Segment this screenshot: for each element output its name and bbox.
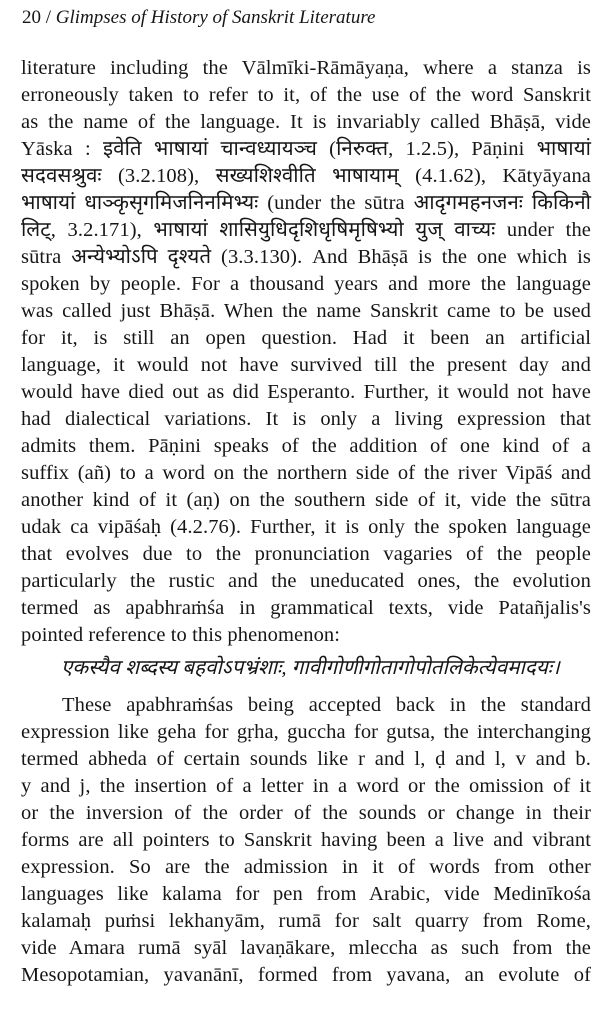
text-line: These apabhraṁśas being accepted back in the standard (62, 694, 591, 716)
text-line: or the inversion of the order of the sounds or change in their (21, 802, 591, 824)
text-line: had dialectical variations. It is only a living expression that (21, 408, 591, 430)
text-line: admits them. Pāṇini speaks of the addition of one kind of a (21, 435, 591, 457)
text-line: kalamaḥ puṁsi lekhanyām, rumā for salt quarry from Rome, (21, 910, 591, 932)
text-line: सदवसश्रुवः (3.2.108), सख्यशिश्वीति भाषायाम् (4.1.62), Kātyāyana (21, 165, 591, 187)
text-line: as the name of the language. It is invariably called Bhāṣā, vide (21, 111, 591, 133)
text-line: sūtra अन्येभ्योऽपि दृश्यते (3.3.130). And Bhāṣā is the one which is (21, 246, 591, 268)
text-line: Mesopotamian, yavanānī, formed from yavana, an evolute of (21, 964, 591, 986)
text-line: लिट्, 3.2.171), भाषायां शासियुधिदृशिधृषिमृषिभ्यो युज् वाच्यः under the (21, 219, 591, 241)
text-line: languages like kalama for pen from Arabic, vide Medinīkośa (21, 883, 591, 905)
text-line: for it, is still an open question. Had it been an artificial (21, 327, 591, 349)
page-number: 20 / (22, 7, 52, 28)
text-line: particularly the rustic and the uneducated ones, the evolution (21, 570, 591, 592)
text-line: expression. So are the admission in it of words from other (21, 856, 591, 878)
text-line: vide Amara rumā syāl lavaṇākare, mleccha as such from the (21, 937, 591, 959)
sanskrit-quotation: एकस्यैव शब्दस्य बहवोऽपभ्रंशाः, गावीगोणीगोतागोपोतलिकेत्येवमादयः। (61, 657, 560, 679)
text-line: another kind of it (aṇ) on the southern side of it, vide the sūtra (21, 489, 591, 511)
text-line: spoken by people. For a thousand years and more the language (21, 273, 591, 295)
text-line: literature including the Vālmīki-Rāmāyaṇa, where a stanza is (21, 57, 591, 79)
text-line: was called just Bhāṣā. When the name Sanskrit came to be used (21, 300, 591, 322)
text-line: expression like geha for gṛha, guccha for gutsa, the interchanging (21, 721, 591, 743)
text-line: udak ca vipāśaḥ (4.2.76). Further, it is only the spoken language (21, 516, 591, 538)
text-line: suffix (añ) to a word on the northern side of the river Vipāś and (21, 462, 591, 484)
text-line: pointed reference to this phenomenon: (21, 624, 341, 646)
text-line: erroneously taken to refer to it, of the use of the word Sanskrit (21, 84, 591, 106)
text-line: termed as apabhraṁśa in grammatical texts, vide Patañjalis's (21, 597, 591, 619)
running-title: Glimpses of History of Sanskrit Literature (55, 7, 376, 28)
text-line: that evolves due to the pronunciation vagaries of the people (21, 543, 591, 565)
text-line: would have died out as did Esperanto. Further, it would not have (21, 381, 591, 403)
text-line: भाषायां धाञ्कृसृगमिजनिनमिभ्यः (under the sūtra आदृगमहनजनः किकिनौ (21, 192, 591, 214)
text-line: termed abheda of certain sounds like r and l, ḍ and l, v and b. (21, 748, 591, 770)
text-line: language, it would not have survived till the present day and (21, 354, 591, 376)
text-line: Yāska : इवेति भाषायां चान्वध्यायञ्च (निरुक्त, 1.2.5), Pāṇini भाषायां (21, 138, 591, 160)
text-line: y and j, the insertion of a letter in a word or the omission of it (21, 775, 591, 797)
text-line: forms are all pointers to Sanskrit having been a live and vibrant (21, 829, 591, 851)
running-header (22, 6, 375, 30)
